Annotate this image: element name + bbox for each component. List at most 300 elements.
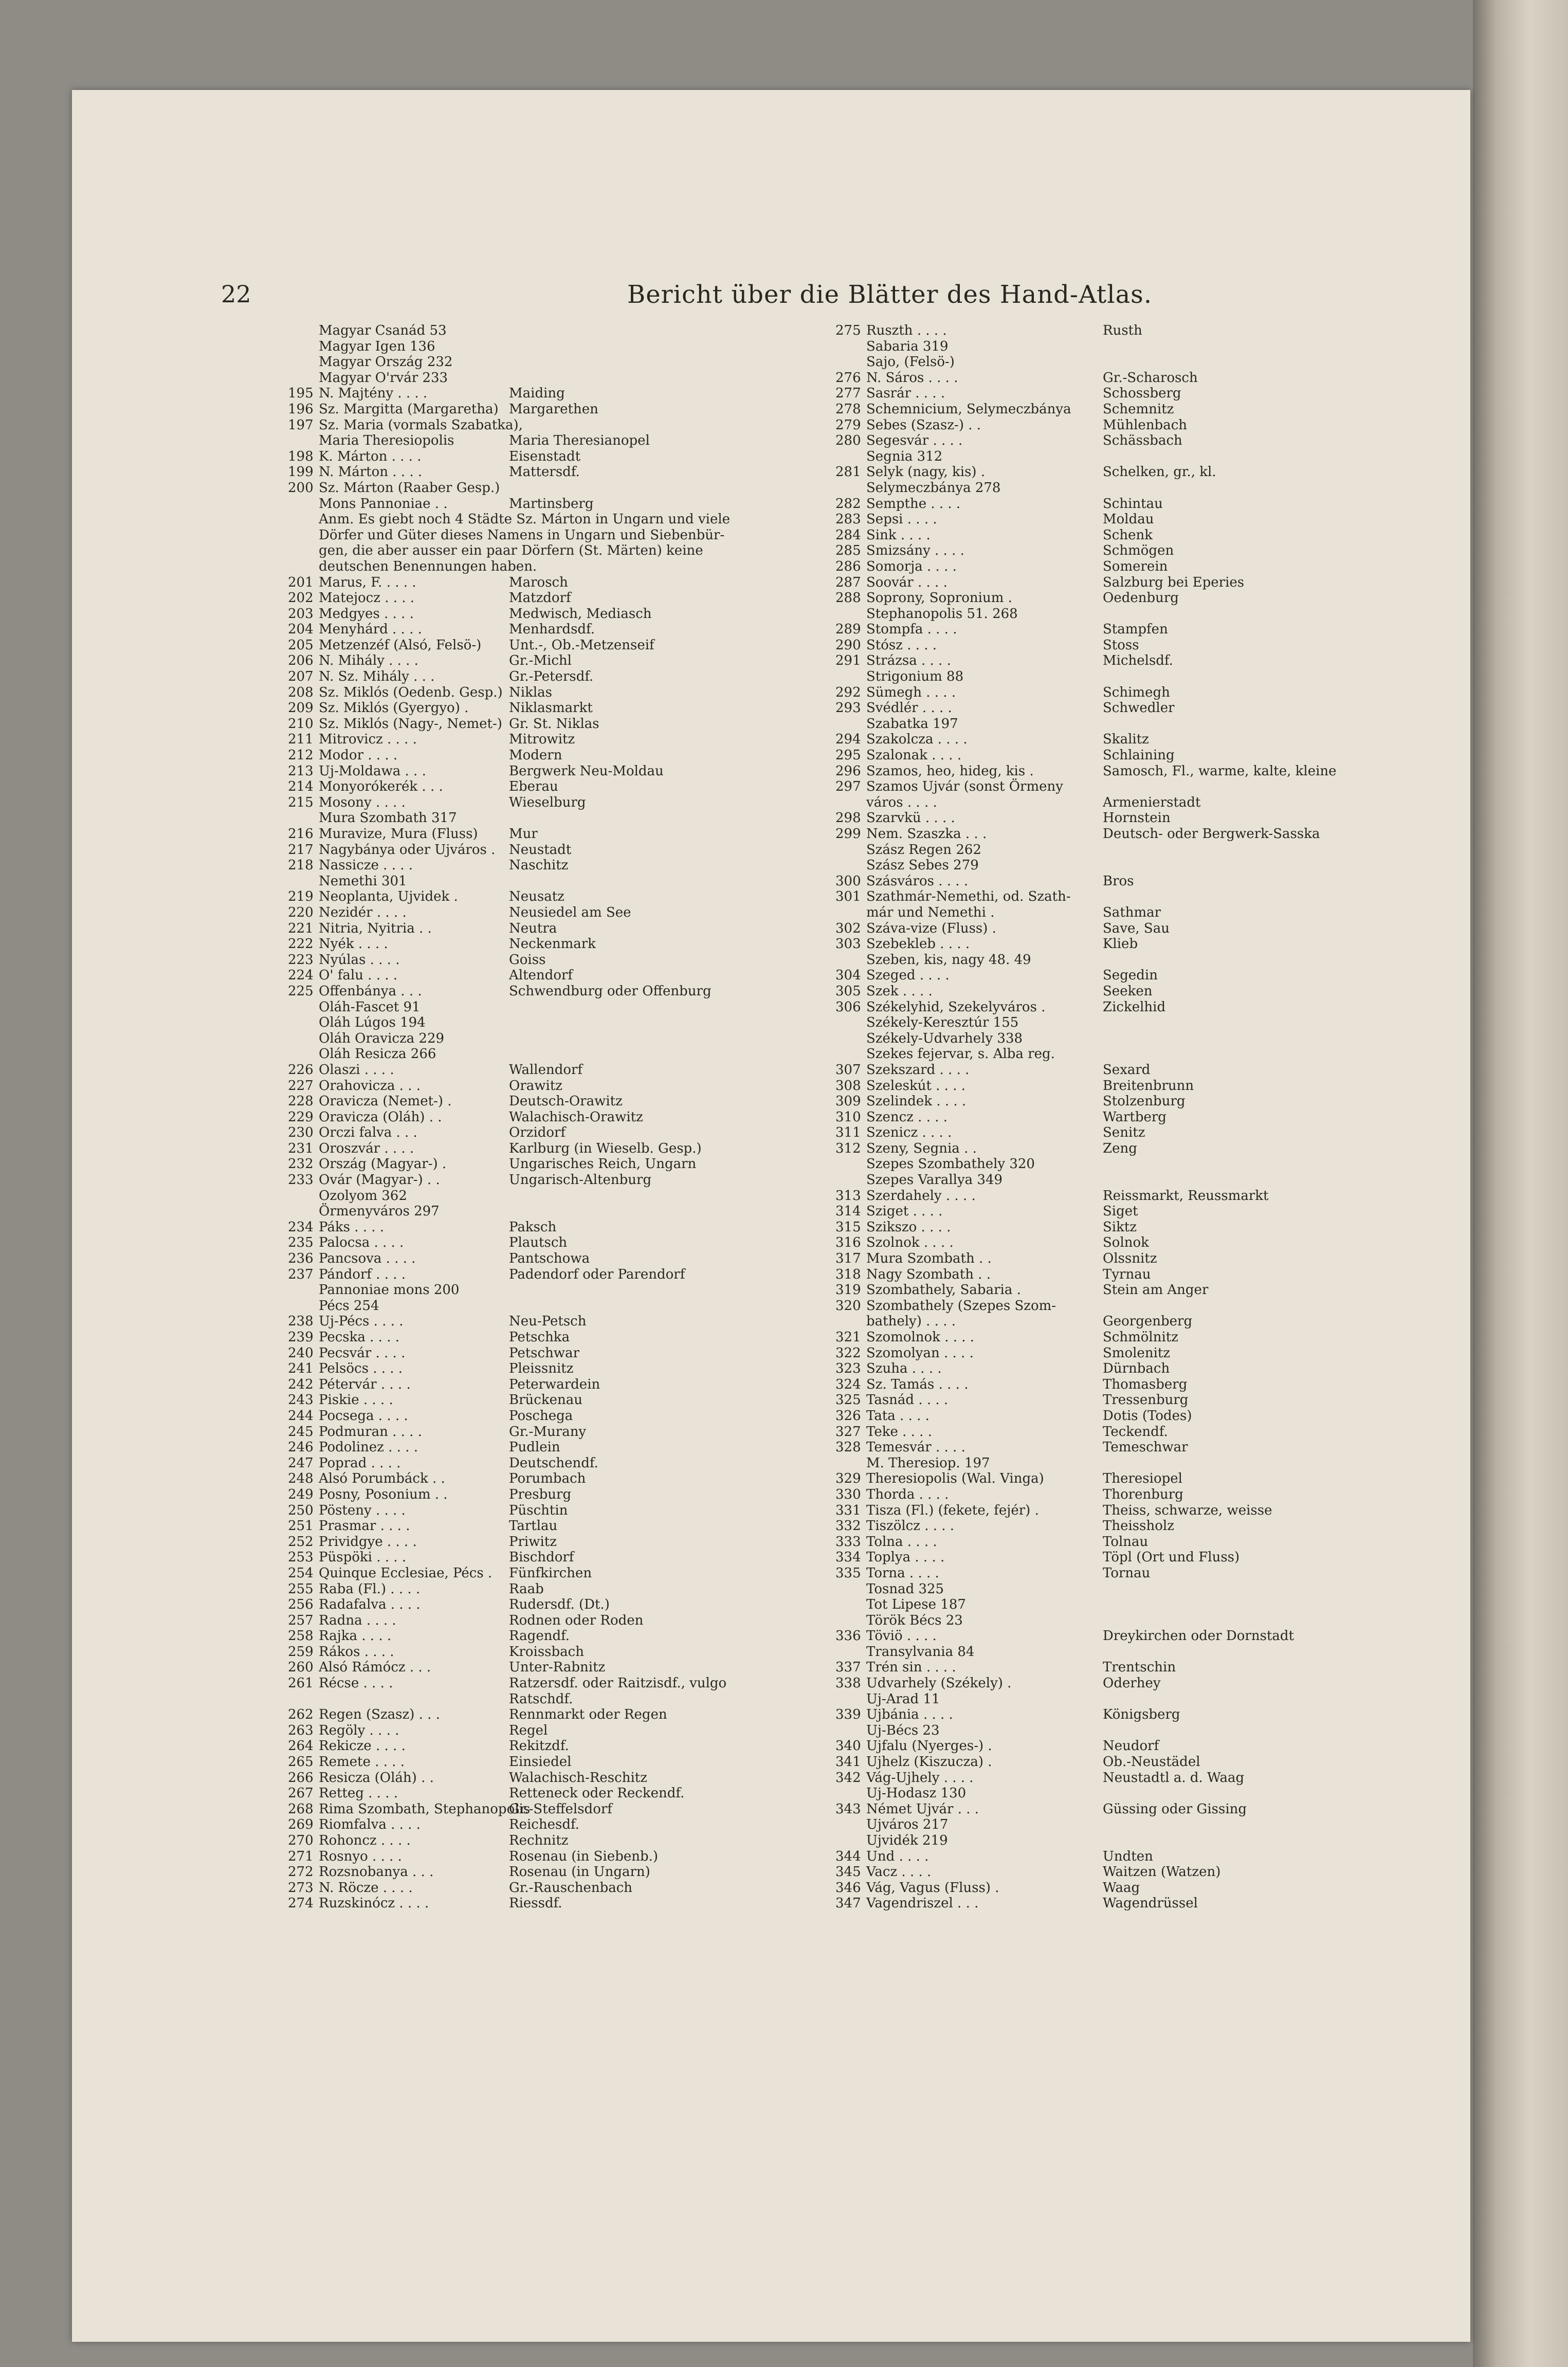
index-entry [835, 339, 1355, 355]
index-entry [288, 449, 823, 465]
german-name: Save, Sau [1103, 920, 1170, 936]
index-entry [835, 1754, 1355, 1770]
hungarian-name: Nyék . . . . [319, 936, 388, 952]
index-entry [288, 527, 823, 543]
german-name: Naschitz [509, 858, 569, 873]
german-name: Modern [509, 748, 562, 763]
index-entry [835, 1219, 1355, 1235]
index-entry [288, 1267, 823, 1283]
hungarian-name: Székelyhid, Szekelyváros . [866, 999, 1046, 1015]
hungarian-name: N. Sz. Mihály . . . [319, 669, 435, 685]
german-name: Schwedler [1103, 700, 1175, 716]
hungarian-name: Und . . . . [866, 1848, 929, 1864]
index-entry [835, 1534, 1355, 1550]
index-entry [288, 779, 823, 795]
hungarian-name: Sajo, (Felsö-) [866, 354, 955, 370]
german-name: Stein am Anger [1103, 1282, 1209, 1298]
hungarian-name: Szász Sebes 279 [866, 858, 979, 873]
german-name: Walachisch-Orawitz [509, 1109, 643, 1125]
entry-number: 215 [288, 794, 314, 810]
hungarian-name: Páks . . . . [319, 1219, 385, 1235]
entry-number: 313 [835, 1188, 861, 1204]
index-entry [288, 1109, 823, 1125]
entry-number: 205 [288, 637, 314, 653]
german-name: Margarethen [509, 401, 598, 417]
index-entry [288, 1046, 823, 1062]
entry-number: 325 [835, 1392, 861, 1408]
index-entry [288, 1125, 823, 1141]
index-entry [835, 1660, 1355, 1676]
german-name: Schenk [1103, 527, 1153, 543]
hungarian-name: Pelsöcs . . . . [319, 1361, 403, 1377]
hungarian-name: Sink . . . . [866, 527, 931, 543]
index-entry [288, 1691, 823, 1707]
hungarian-name: K. Márton . . . . [319, 448, 422, 464]
book-spine [1473, 0, 1568, 2367]
german-name: Breitenbrunn [1103, 1078, 1194, 1094]
entry-number: 291 [835, 653, 861, 669]
entry-number: 207 [288, 669, 314, 685]
hungarian-name: Podmuran . . . . [319, 1424, 422, 1440]
entry-number: 257 [288, 1612, 314, 1628]
entry-number: 309 [835, 1094, 861, 1109]
hungarian-name: Modor . . . . [319, 748, 398, 763]
hungarian-name: Sz. Miklós (Nagy-, Nemet-) [319, 716, 502, 732]
hungarian-name: Nassicze . . . . [319, 858, 413, 873]
entry-number: 328 [835, 1440, 861, 1455]
hungarian-name: Alsó Porumbáck . . [319, 1471, 445, 1487]
index-entry [288, 999, 823, 1015]
entry-number: 297 [835, 779, 861, 795]
hungarian-name: Ujváros 217 [866, 1817, 949, 1833]
hungarian-name: Szenicz . . . . [866, 1125, 952, 1141]
index-entry [288, 354, 823, 370]
entry-number: 285 [835, 543, 861, 559]
index-entry [835, 1282, 1355, 1298]
german-name: Niklasmarkt [509, 700, 593, 716]
hungarian-name: Metzenzéf (Alsó, Felsö-) [319, 637, 482, 653]
german-name: Moldau [1103, 512, 1154, 527]
hungarian-name: város . . . . [866, 794, 937, 810]
german-name: Mühlenbach [1103, 417, 1188, 433]
entry-number: 341 [835, 1754, 861, 1770]
entry-number: 295 [835, 748, 861, 763]
hungarian-name: Teke . . . . [866, 1424, 932, 1440]
hungarian-name: Pocsega . . . . [319, 1408, 408, 1424]
german-name: Zeng [1103, 1140, 1137, 1156]
index-entry [288, 1707, 823, 1723]
hungarian-name: Stósz . . . . [866, 637, 937, 653]
entry-number: 237 [288, 1266, 314, 1282]
german-name: Tolnau [1103, 1534, 1148, 1550]
entry-number: 287 [835, 574, 861, 590]
entry-number: 335 [835, 1565, 861, 1581]
index-entry [835, 1078, 1355, 1094]
index-entry [288, 1424, 823, 1440]
entry-number: 273 [288, 1880, 314, 1896]
index-entry [288, 1849, 823, 1865]
german-name: Reissmarkt, Reussmarkt [1103, 1188, 1269, 1204]
entry-number: 262 [288, 1707, 314, 1723]
hungarian-name: Prividgye . . . . [319, 1534, 417, 1550]
entry-number: 236 [288, 1251, 314, 1267]
hungarian-name: Sz. Margitta (Margaretha) [319, 401, 499, 417]
index-entry [288, 1251, 823, 1267]
index-entry [288, 559, 823, 575]
hungarian-name: Magyar Csanád 53 [319, 323, 447, 338]
hungarian-name: Rajka . . . . [319, 1628, 392, 1644]
entry-number: 322 [835, 1345, 861, 1361]
index-entry [835, 1424, 1355, 1440]
index-entry [288, 1330, 823, 1345]
index-entry [288, 1298, 823, 1314]
hungarian-name: Soovár . . . . [866, 574, 947, 590]
entry-number: 336 [835, 1628, 861, 1644]
index-entry [835, 826, 1355, 842]
hungarian-name: Mitrovicz . . . . [319, 732, 417, 748]
german-name: Waitzen (Watzen) [1103, 1864, 1221, 1880]
hungarian-name: Szikszo . . . . [866, 1219, 951, 1235]
entry-number: 218 [288, 858, 314, 873]
hungarian-name: Uj-Arad 11 [866, 1691, 940, 1707]
hungarian-name: Oroszvár . . . . [319, 1140, 414, 1156]
german-name: Ungarisches Reich, Ungarn [509, 1156, 697, 1172]
german-name: Gr.-Michl [509, 653, 572, 669]
german-name: Skalitz [1103, 732, 1149, 748]
german-name: Martinsberg [509, 496, 594, 512]
hungarian-name: Ruzskinócz . . . . [319, 1896, 429, 1911]
german-name: Segedin [1103, 968, 1158, 984]
hungarian-name: Pétervár . . . . [319, 1376, 411, 1392]
german-name: Güssing oder Gissing [1103, 1801, 1247, 1817]
hungarian-name: Alsó Rámócz . . . [319, 1660, 431, 1676]
index-entry [288, 1518, 823, 1534]
entry-number: 292 [835, 684, 861, 700]
entry-number: 227 [288, 1078, 314, 1094]
german-name: Ob.-Neustädel [1103, 1754, 1200, 1770]
hungarian-name: N. Majtény . . . . [319, 386, 428, 402]
index-entry [288, 842, 823, 858]
german-name: Wieselburg [509, 794, 586, 810]
entry-number: 216 [288, 826, 314, 842]
hungarian-name: Olaszi . . . . [319, 1062, 394, 1078]
german-name: Dreykirchen oder Dornstadt [1103, 1628, 1294, 1644]
running-title: Bericht über die Blätter des Hand-Atlas. [627, 280, 1153, 309]
german-name: Schmögen [1103, 543, 1174, 559]
index-entry [288, 1896, 823, 1911]
index-entry [288, 1440, 823, 1455]
hungarian-name: Riomfalva . . . . [319, 1817, 421, 1833]
entry-number: 334 [835, 1550, 861, 1565]
hungarian-name: Selymeczbánya 278 [866, 480, 1001, 496]
index-entry [835, 873, 1355, 889]
index-entry [288, 952, 823, 968]
index-entry [835, 1015, 1355, 1031]
german-name: Gr.-Murany [509, 1424, 587, 1440]
entry-number: 250 [288, 1502, 314, 1518]
index-entry [288, 1597, 823, 1613]
hungarian-name: Magyar Igen 136 [319, 338, 435, 354]
entry-number: 214 [288, 779, 314, 795]
hungarian-name: Szabatka 197 [866, 716, 958, 732]
german-name: Einsiedel [509, 1754, 572, 1770]
german-name: Deutschendf. [509, 1455, 598, 1471]
entry-number: 211 [288, 732, 314, 748]
index-entry [835, 1455, 1355, 1471]
index-entry [835, 433, 1355, 449]
hungarian-name: Sempthe . . . . [866, 496, 961, 512]
hungarian-name: Ország (Magyar-) . [319, 1156, 447, 1172]
index-entry [835, 1581, 1355, 1597]
german-name: Niklas [509, 684, 552, 700]
index-entry [835, 1267, 1355, 1283]
index-entry [288, 339, 823, 355]
hungarian-name: Szerdahely . . . . [866, 1188, 976, 1204]
hungarian-name: Orahovicza . . . [319, 1078, 421, 1094]
entry-number: 248 [288, 1471, 314, 1487]
index-entry [835, 984, 1355, 999]
index-entry [835, 653, 1355, 669]
german-name: Dotis (Todes) [1103, 1408, 1192, 1424]
german-name: Armenierstadt [1103, 794, 1201, 810]
german-name: Schlaining [1103, 748, 1175, 763]
hungarian-name: deutschen Benennungen haben. [319, 558, 537, 574]
entry-number: 280 [835, 433, 861, 449]
index-entry [835, 1141, 1355, 1157]
index-entry [835, 1392, 1355, 1408]
entry-number: 229 [288, 1109, 314, 1125]
index-entry [288, 1770, 823, 1786]
entry-number: 305 [835, 983, 861, 999]
index-entry [288, 1534, 823, 1550]
index-entry [835, 417, 1355, 433]
index-entry [288, 921, 823, 937]
german-name: Rekitzdf. [509, 1738, 569, 1754]
right-column [835, 323, 1355, 1911]
german-name: Schässbach [1103, 433, 1182, 449]
index-entry [288, 1156, 823, 1172]
index-entry [835, 1550, 1355, 1565]
index-entry [835, 323, 1355, 339]
index-entry [288, 1754, 823, 1770]
index-entry [835, 1188, 1355, 1204]
index-entry [835, 810, 1355, 826]
entry-number: 324 [835, 1376, 861, 1392]
index-entry [835, 354, 1355, 370]
hungarian-name: bathely) . . . . [866, 1314, 956, 1330]
entry-number: 240 [288, 1345, 314, 1361]
index-entry [835, 1172, 1355, 1188]
index-entry [835, 527, 1355, 543]
german-name: Theissholz [1103, 1518, 1174, 1534]
german-name: Stampfen [1103, 622, 1168, 638]
german-name: Medwisch, Mediasch [509, 606, 652, 622]
index-entry [288, 1660, 823, 1676]
index-entry [835, 1125, 1355, 1141]
entry-number: 251 [288, 1518, 314, 1534]
german-name: Bros [1103, 873, 1134, 889]
hungarian-name: Sasrár . . . . [866, 386, 945, 402]
entry-number: 290 [835, 637, 861, 653]
entry-number: 208 [288, 684, 314, 700]
entry-number: 259 [288, 1644, 314, 1660]
hungarian-name: Podolinez . . . . [319, 1440, 418, 1455]
hungarian-name: Monyorókerék . . . [319, 779, 443, 795]
german-name: Olssnitz [1103, 1251, 1157, 1267]
entry-number: 255 [288, 1581, 314, 1597]
german-name: Smolenitz [1103, 1345, 1171, 1361]
index-entry [835, 700, 1355, 716]
index-entry [288, 1314, 823, 1330]
german-name: Schemnitz [1103, 401, 1174, 417]
hungarian-name: Poprad . . . . [319, 1455, 401, 1471]
hungarian-name: Neoplanta, Ujvidek . [319, 889, 458, 905]
entry-number: 199 [288, 464, 314, 480]
german-name: Neu-Petsch [509, 1314, 587, 1330]
german-name: Teckendf. [1103, 1424, 1168, 1440]
german-name: Schelken, gr., kl. [1103, 464, 1216, 480]
german-name: Rechnitz [509, 1833, 569, 1848]
hungarian-name: Szomolyan . . . . [866, 1345, 974, 1361]
index-entry [288, 1676, 823, 1691]
german-name: Porumbach [509, 1471, 586, 1487]
index-entry [835, 638, 1355, 653]
entry-number: 203 [288, 606, 314, 622]
index-entry [288, 1078, 823, 1094]
german-name: Trentschin [1103, 1660, 1176, 1676]
index-entry [288, 700, 823, 716]
hungarian-name: Soprony, Sopronium . [866, 590, 1012, 606]
index-entry [288, 716, 823, 732]
german-name: Theiss, schwarze, weisse [1103, 1502, 1272, 1518]
german-name: Pantschowa [509, 1251, 590, 1267]
hungarian-name: Szombathely (Szepes Szom- [866, 1298, 1056, 1314]
entry-number: 318 [835, 1266, 861, 1282]
german-name: Schintau [1103, 496, 1163, 512]
hungarian-name: Tot Lipese 187 [866, 1597, 966, 1613]
hungarian-name: Strigonium 88 [866, 669, 964, 685]
entry-number: 228 [288, 1094, 314, 1109]
german-name: Menhardsdf. [509, 622, 595, 638]
index-entry [288, 653, 823, 669]
hungarian-name: Anm. Es giebt noch 4 Städte Sz. Márton in Ungarn und viele [319, 512, 731, 527]
german-name: Ragendf. [509, 1628, 570, 1644]
hungarian-name: Oravicza (Nemet-) . [319, 1094, 452, 1109]
index-entry [835, 1156, 1355, 1172]
hungarian-name: Szarvkü . . . . [866, 810, 955, 826]
index-entry [835, 748, 1355, 763]
entry-number: 238 [288, 1314, 314, 1330]
hungarian-name: Szepes Varallya 349 [866, 1172, 1003, 1188]
index-entry [835, 669, 1355, 685]
entry-number: 241 [288, 1361, 314, 1377]
entry-number: 220 [288, 904, 314, 920]
hungarian-name: Pecska . . . . [319, 1330, 399, 1345]
index-entry [835, 386, 1355, 402]
index-entry [288, 1392, 823, 1408]
german-name: Rosenau (in Siebenb.) [509, 1848, 659, 1864]
entry-number: 252 [288, 1534, 314, 1550]
hungarian-name: Posny, Posonium . . [319, 1486, 448, 1502]
hungarian-name: Sebes (Szasz-) . . [866, 417, 981, 433]
german-name: Wartberg [1103, 1109, 1166, 1125]
german-name: Reichesdf. [509, 1817, 579, 1833]
hungarian-name: Temesvár . . . . [866, 1440, 965, 1455]
left-column [288, 323, 823, 1911]
index-entry [288, 1644, 823, 1660]
index-entry [835, 1330, 1355, 1345]
entry-number: 337 [835, 1660, 861, 1676]
entry-number: 222 [288, 936, 314, 952]
hungarian-name: Strázsa . . . . [866, 653, 951, 669]
entry-number: 226 [288, 1062, 314, 1078]
index-entry [835, 1408, 1355, 1424]
entry-number: 244 [288, 1408, 314, 1424]
hungarian-name: Rekicze . . . . [319, 1738, 406, 1754]
hungarian-name: Prasmar . . . . [319, 1518, 410, 1534]
german-name: Neustadtl a. d. Waag [1103, 1770, 1245, 1786]
index-entry [288, 402, 823, 417]
entry-number: 308 [835, 1078, 861, 1094]
entry-number: 284 [835, 527, 861, 543]
index-entry [288, 936, 823, 952]
hungarian-name: Segesvár . . . . [866, 433, 963, 449]
index-entry [835, 1786, 1355, 1801]
index-entry [835, 779, 1355, 795]
hungarian-name: Ruszth . . . . [866, 323, 947, 338]
index-entry [288, 575, 823, 591]
entry-number: 283 [835, 512, 861, 527]
hungarian-name: Sz. Maria (vormals Szabatka), [319, 417, 523, 433]
german-name: Plautsch [509, 1235, 568, 1251]
hungarian-name: Uj-Pécs . . . . [319, 1314, 404, 1330]
index-entry [835, 1109, 1355, 1125]
index-entry [288, 433, 823, 449]
hungarian-name: Szomolnok . . . . [866, 1330, 975, 1345]
hungarian-name: Transylvania 84 [866, 1644, 975, 1660]
index-entry [835, 999, 1355, 1015]
german-name: Rosenau (in Ungarn) [509, 1864, 650, 1880]
entry-number: 317 [835, 1251, 861, 1267]
german-name: Ungarisch-Altenburg [509, 1172, 652, 1188]
entry-number: 230 [288, 1125, 314, 1141]
hungarian-name: Muravize, Mura (Fluss) [319, 826, 478, 842]
german-name: Unt.-, Ob.-Metzenseif [509, 637, 654, 653]
entry-number: 274 [288, 1896, 314, 1911]
hungarian-name: Maria Theresiopolis [319, 433, 454, 449]
hungarian-name: Uj-Hodasz 130 [866, 1786, 967, 1801]
index-entry [288, 386, 823, 402]
index-entry [288, 905, 823, 921]
german-name: Raab [509, 1581, 544, 1597]
hungarian-name: Nem. Szaszka . . . [866, 826, 987, 842]
german-name: Karlburg (in Wieselb. Gesp.) [509, 1140, 702, 1156]
index-entry [288, 1503, 823, 1519]
index-entry [288, 1188, 823, 1204]
index-entry [288, 496, 823, 512]
index-entry [835, 575, 1355, 591]
hungarian-name: Pannoniae mons 200 [319, 1282, 460, 1298]
index-entry [835, 1723, 1355, 1739]
entry-number: 286 [835, 558, 861, 574]
index-entry [288, 1141, 823, 1157]
index-entry [835, 1707, 1355, 1723]
index-entry [835, 1738, 1355, 1754]
index-entry [288, 669, 823, 685]
german-name: Matzdorf [509, 590, 571, 606]
hungarian-name: Matejocz . . . . [319, 590, 415, 606]
german-name: Gr.-Rauschenbach [509, 1880, 633, 1896]
